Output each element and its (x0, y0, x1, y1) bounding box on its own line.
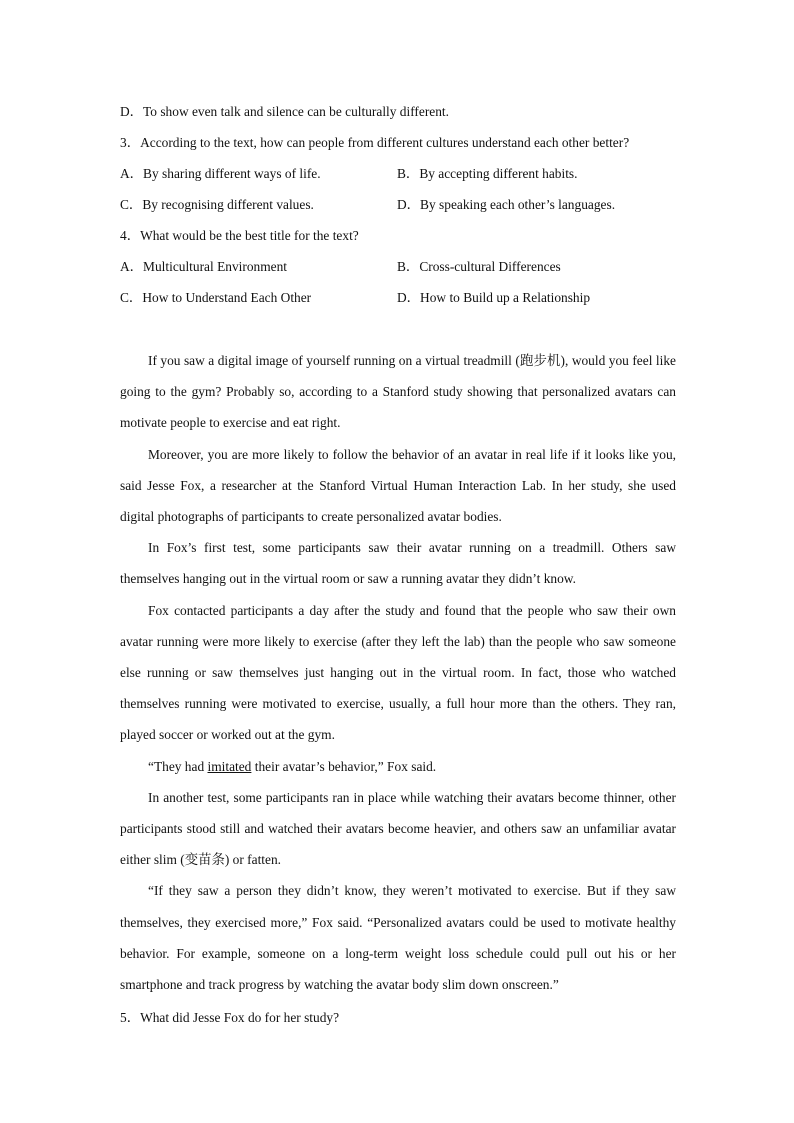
underlined-word: imitated (207, 758, 252, 774)
q3-option-c: C．By recognising different values. (120, 197, 314, 212)
passage-paragraph-2: Moreover, you are more likely to follow the behavior of an avatar in real life if it looks like you, said Jesse Fox, a researcher at the Stanford Virtual Human Interaction Lab. In her study, she used digital photographs of participants to create personalized avatar bodies. (120, 446, 676, 525)
passage-paragraph-7: “If they saw a person they didn’t know, they weren’t motivated to exercise. But if they saw themselves, they exercised more,” Fox said. “Personalized avatars could be used to motivate healthy behavior. For example, someone on a long-term weight loss schedule could pull out his or her smartphone and track progress by watching the avatar body slim down onscreen.” (120, 883, 676, 993)
quote-end: their avatar’s behavior,” Fox said. (251, 758, 437, 774)
passage-paragraph-6: In another test, some participants ran in place while watching their avatars become thinner, other participants stood still and watched their avatars become heavier, and others saw an unfamiliar avatar either slim (变苗条) or fatten. (120, 789, 676, 868)
q4-option-b: B．Cross-cultural Differences (397, 259, 561, 274)
q4-stem: 4．What would be the best title for the text? (120, 228, 359, 243)
q5-stem: 5．What did Jesse Fox do for her study? (120, 1010, 340, 1025)
passage-paragraph-5 (120, 751, 676, 782)
q3-option-b: B．By accepting different habits. (397, 166, 578, 181)
q2-option-d: D．To show even talk and silence can be culturally different. (120, 104, 450, 119)
q3-stem: 3．According to the text, how can people from different cultures understand each other better? (120, 135, 630, 150)
passage-paragraph-1: If you saw a digital image of yourself running on a virtual treadmill (跑步机), would you feel like going to the gym? Probably so, according to a Stanford study showing that personalized avatars can motivate people to exercise and eat right. (120, 353, 676, 431)
q3-option-a: A．By sharing different ways of life. (120, 166, 321, 181)
passage-paragraph-4: Fox contacted participants a day after the study and found that the people who saw their own avatar running were more likely to exercise (after they left the lab) than the people who saw someone else running or saw themselves just hanging out in the virtual room. In fact, those who watched themselves running were motivated to exercise, usually, a full hour more than the others. They ran, played soccer or worked out at the gym. (120, 602, 676, 743)
reading-passage (120, 345, 676, 1000)
q4-option-a: A．Multicultural Environment (120, 259, 287, 274)
q4-option-c: C．How to Understand Each Other (120, 290, 312, 305)
q3-option-d: D．By speaking each other’s languages. (397, 197, 616, 212)
quote-start: “They had (148, 758, 208, 774)
q4-option-d: D．How to Build up a Relationship (397, 290, 591, 305)
passage-paragraph-3: In Fox’s first test, some participants saw their avatar running on a treadmill. Others saw themselves hanging out in the virtual room or saw a running avatar they didn’t know. (120, 540, 676, 587)
